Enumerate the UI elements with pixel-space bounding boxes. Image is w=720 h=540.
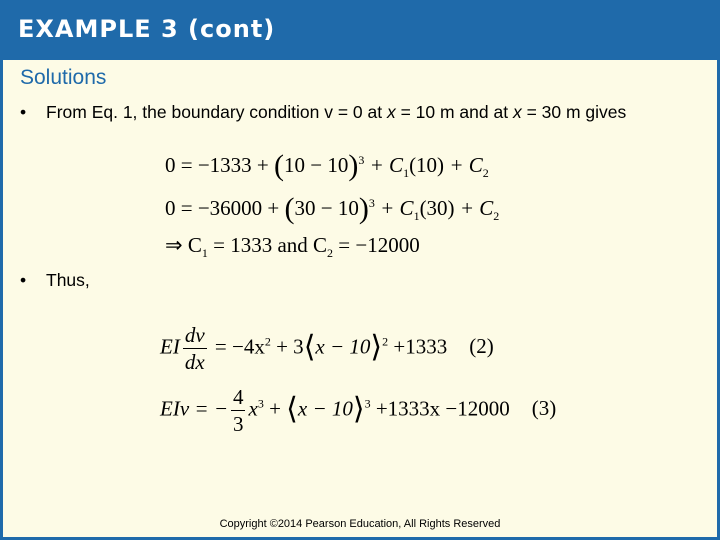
slide-title: EXAMPLE 3 (cont) (18, 15, 276, 43)
bullet-marker: • (20, 102, 27, 122)
section-heading: Solutions (20, 66, 107, 89)
equation-boundary-1: $0 = -1333 + (10 - 10)^3 + C_1(10) + C_2$ (165, 149, 489, 182)
bullet-marker: • (20, 270, 27, 290)
bullet-text: From Eq. 1, the boundary condition v = 0 at x = 10 m and at x = 30 m gives (46, 102, 627, 122)
bullet-text: Thus, (46, 270, 90, 290)
equation-boundary-2: $0 = -36000 + (30 - 10)^3 + C_1(30) + C_2$ (165, 192, 500, 225)
fraction-dv-dx: $\frac{dv}{dx}$ (184, 323, 205, 374)
equation-slope: EI $\frac{dv}{dx}$ = $-4x^2$ + 3⟨x − 10⟩$^2$ +1333 (2) (160, 323, 494, 374)
equation-label-3: (3) (531, 396, 557, 421)
equation-label-2: (2) (469, 334, 494, 359)
equation-constants: ⇒ $C_1 = 1333$ and $C_2 = -12000$ (165, 233, 420, 260)
fraction-four-thirds: $\frac{4}{3}$ (232, 385, 244, 436)
slide-frame (0, 60, 720, 540)
copyright-notice: Copyright ©2014 Pearson Education, All Rights Reserved (219, 518, 501, 530)
equation-deflection: EIv = − $\frac{4}{3}$ $x^3$ + ⟨x − 10⟩$^3$ +1333x −12000 (3) (160, 385, 557, 436)
